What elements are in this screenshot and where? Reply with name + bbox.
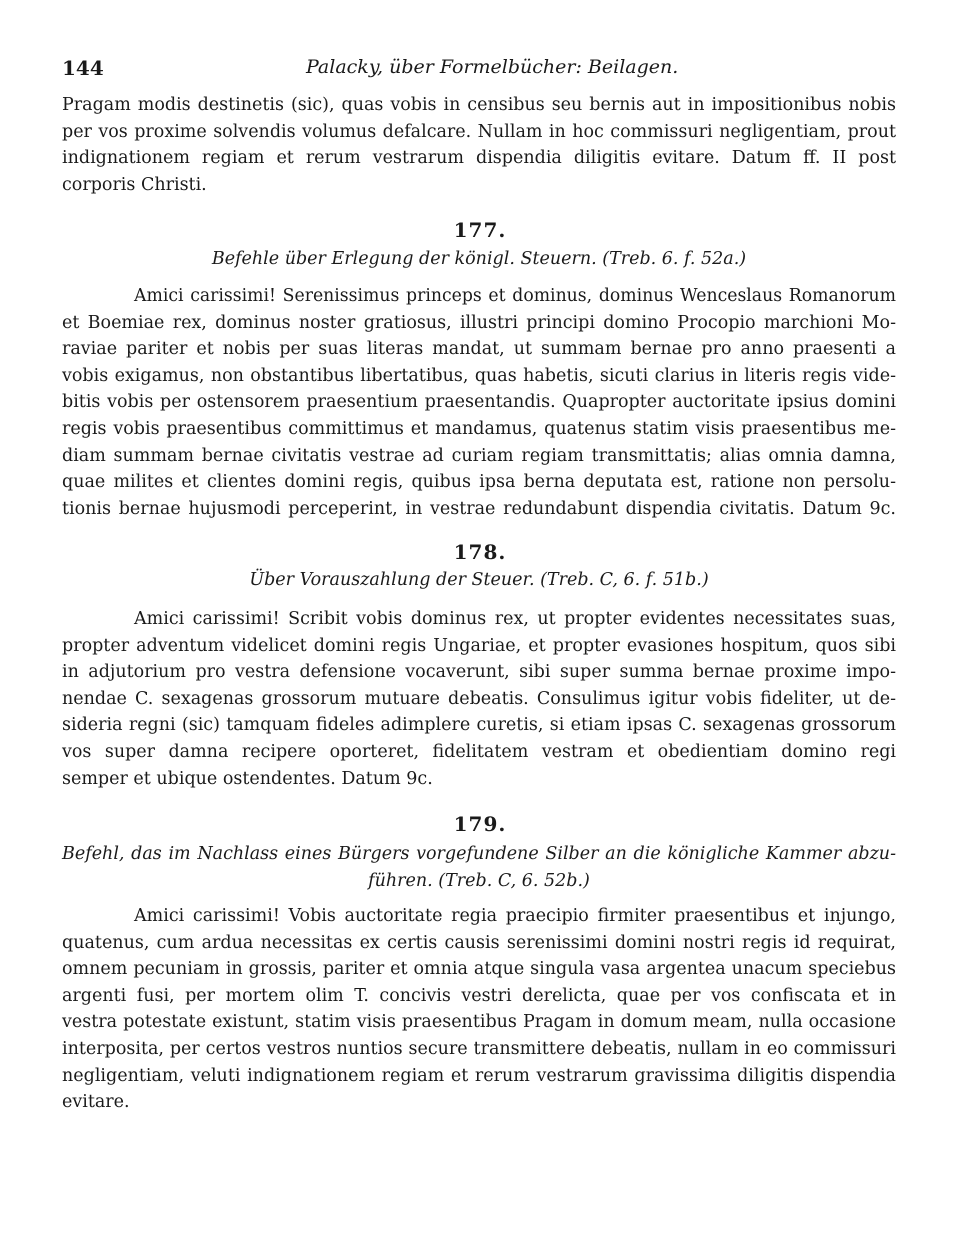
text-line: raviae pariter et nobis per suas literas mandat, ut summam bernae pro anno praesenti a	[62, 339, 896, 360]
text-line: quae milites et clientes domini regis, quibus ipsa berna deputata est, ratione non persolu-	[62, 472, 896, 493]
text-line: vos super damna recipere oporteret, fidelitatem vestram et obedientiam domino regi	[62, 741, 896, 762]
intro-paragraph	[62, 92, 896, 198]
text-line: argenti fusi, per mortem olim T. concivis vestri derelicta, quae per vos confiscata et in	[62, 985, 896, 1006]
text-line: propter adventum videlicet domini regis Ungariae, et propter evasiones hospitum, quos sibi	[62, 635, 896, 656]
heading-line: Befehl, das im Nachlass eines Bürgers vorgefundene Silber an die königliche Kammer abzu-	[62, 844, 896, 864]
text-line: Amici carissimi! Vobis auctoritate regia praecipio firmiter praesentibus et injungo,	[134, 906, 896, 926]
text-line: tionis bernae hujusmodi perceperint, in vestrae redundabunt dispendia civitatis. Datum 9c.	[62, 498, 896, 519]
text-line: quatenus, cum ardua necessitas ex certis causis serenissimi domini nostri regis id requirat,	[62, 932, 896, 953]
text-line: indignationem regiam et rerum vestrarum dispendia diligitis evitare. Datum ff. II post	[62, 148, 896, 169]
text-line: bitis vobis per ostensorem praesentium praesentandis. Quapropter auctoritate ipsius domini	[62, 392, 896, 413]
section-heading	[62, 246, 896, 273]
section-body	[62, 606, 896, 792]
section-number: 178.	[453, 540, 507, 564]
text-line: interposita, per certos vestros nuntios secure transmittere debeatis, nullam in eo commissuri	[62, 1038, 896, 1059]
text-line: Pragam modis destinetis (sic), quas vobis in censibus seu bernis aut in impositionibus nobis	[62, 95, 896, 115]
text-line: Amici carissimi! Scribit vobis dominus rex, ut propter evidentes necessitates suas,	[134, 609, 896, 629]
text-line: diam summam bernae civitatis vestrae ad curiam regiam transmittatis; alias omnia damna,	[62, 445, 896, 466]
text-line: sideria regni (sic) tamquam fideles adimplere curetis, si etiam ipsas C. sexagenas grossorum	[62, 715, 896, 736]
section-body	[62, 283, 896, 522]
text-line: regis vobis praesentibus committimus et mandamus, quatenus statim visis praesentibus me-	[62, 418, 896, 439]
page-header	[62, 56, 896, 84]
text-line: vestra potestate existunt, statim visis praesentibus Pragam in domum meam, nulla occasione	[62, 1012, 896, 1033]
text-line: nendae C. sexagenas grossorum mutuare debeatis. Consulimus igitur vobis fideliter, ut de-	[62, 688, 896, 709]
text-line: et Boemiae rex, dominus noster gratiosus, illustri principi domino Procopio marchioni Mo-	[62, 312, 896, 333]
text-line: per vos proxime solvendis volumus defalcare. Nullam in hoc commissuri negligentiam, prout	[62, 121, 896, 142]
text-line: vobis exigamus, non obstantibus libertatibus, quas habetis, sicuti clarius in literis regis vide-	[62, 365, 896, 386]
running-title: Palacky, über Formelbücher: Beilagen.	[306, 56, 679, 78]
text-line: in adjutorium pro vestra defensione vocaverunt, sibi super summa bernae proxime impo-	[62, 662, 896, 683]
section-number: 179.	[453, 812, 507, 836]
heading-line: Befehle über Erlegung der königl. Steuern. (Treb. 6. f. 52a.)	[211, 249, 747, 269]
text-line: omnem pecuniam in grossis, pariter et omnia atque singula vasa argentea unacum speciebus	[62, 959, 896, 980]
section-heading	[62, 567, 896, 594]
text-line: semper et ubique ostendentes. Datum 9c.	[62, 768, 433, 789]
heading-line: Über Vorauszahlung der Steuer. (Treb. C, 6. f. 51b.)	[249, 570, 709, 590]
text-line: Amici carissimi! Serenissimus princeps et dominus, dominus Wenceslaus Romanorum	[134, 286, 896, 306]
text-line: corporis Christi.	[62, 174, 207, 195]
heading-line: führen. (Treb. C, 6. 52b.)	[368, 870, 590, 891]
text-line: negligentiam, veluti indignationem regiam et rerum vestrarum gravissima diligitis dispendia	[62, 1065, 896, 1086]
page-number: 144	[62, 56, 104, 80]
section-heading	[62, 841, 896, 894]
section-number: 177.	[453, 218, 507, 242]
section-body	[62, 903, 896, 1116]
text-line: evitare.	[62, 1092, 130, 1113]
